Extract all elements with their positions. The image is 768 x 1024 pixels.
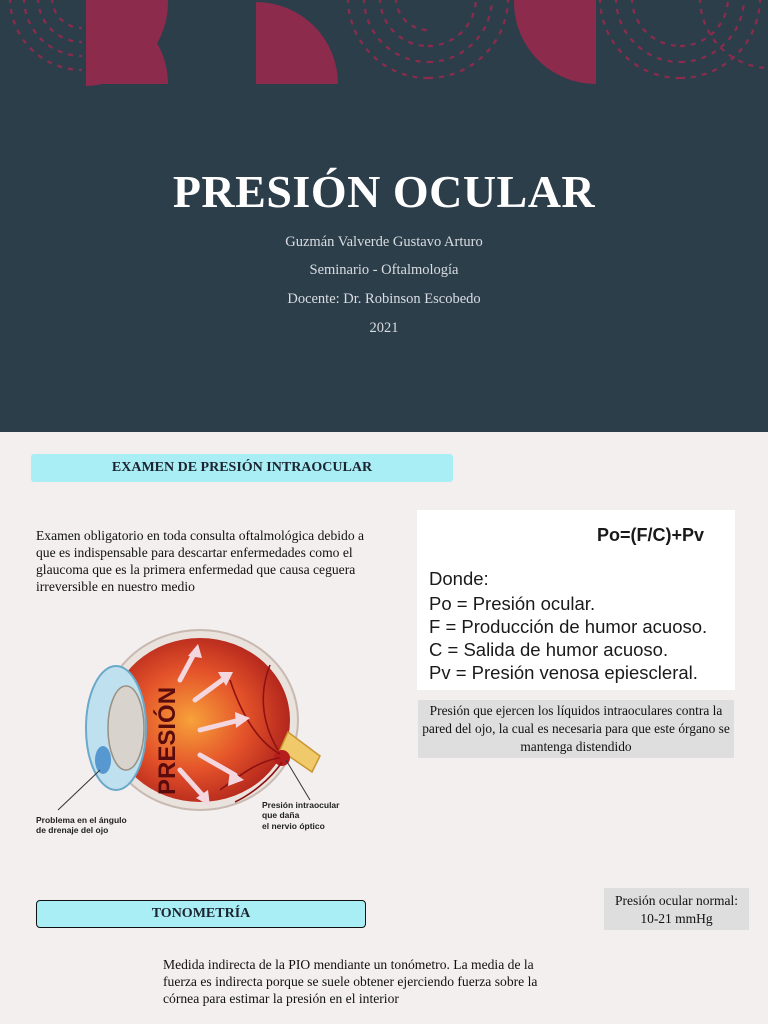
- header-decoration: [0, 0, 768, 100]
- exam-description: Examen obligatorio en toda consulta oftalmológica debido a que es indispensable para descartar enfermedades como el glaucoma que es la primera enfermedad que causa ceguera irreversible en nuestro medio: [36, 528, 365, 594]
- page-title: PRESIÓN OCULAR: [172, 166, 596, 217]
- formula-c: C = Salida de humor acuoso.: [429, 639, 669, 660]
- formula-where: Donde:: [429, 568, 489, 589]
- right-caption-line3: el nervio óptico: [262, 821, 325, 831]
- tonometry-description: Medida indirecta de la PIO mendiante un tonómetro. La media de la fuerza es indirecta porque se suele obtener ejerciendo fuerza sobre la córnea para estimar la presión en el interior: [163, 957, 538, 1006]
- left-caption-line1: Problema en el ángulo: [36, 815, 127, 825]
- formula-pv: Pv = Presión venosa epiescleral.: [429, 662, 698, 683]
- course-name: Seminario - Oftalmología: [309, 262, 459, 278]
- author-name: Guzmán Valverde Gustavo Arturo: [285, 234, 483, 250]
- normal-pressure-range: 10-21 mmHg: [640, 911, 713, 926]
- eye-illustration: [30, 620, 380, 850]
- tonometry-heading: TONOMETRÍA: [36, 900, 366, 928]
- title-hero: [0, 0, 768, 432]
- eye-pressure-label: PRESIÓN: [154, 686, 181, 795]
- formula-equation: Po=(F/C)+Pv: [597, 525, 705, 545]
- normal-pressure-label: Presión ocular normal:: [615, 893, 738, 908]
- right-caption-line1: Presión intraocular: [262, 800, 340, 810]
- left-caption-line2: de drenaje del ojo: [36, 825, 109, 835]
- definition-box: Presión que ejercen los líquidos intraoculares contra la pared del ojo, la cual es necesaria para que este órgano se mantenga distendido: [418, 700, 734, 758]
- formula-panel: [417, 510, 735, 690]
- formula-po: Po = Presión ocular.: [429, 593, 596, 614]
- formula-f: F = Producción de humor acuoso.: [429, 616, 708, 637]
- teacher-name: Docente: Dr. Robinson Escobedo: [287, 291, 481, 307]
- right-caption-line2: que daña: [262, 810, 300, 820]
- normal-pressure-box: [604, 888, 749, 930]
- year: 2021: [369, 320, 399, 336]
- exam-heading: EXAMEN DE PRESIÓN INTRAOCULAR: [31, 454, 453, 482]
